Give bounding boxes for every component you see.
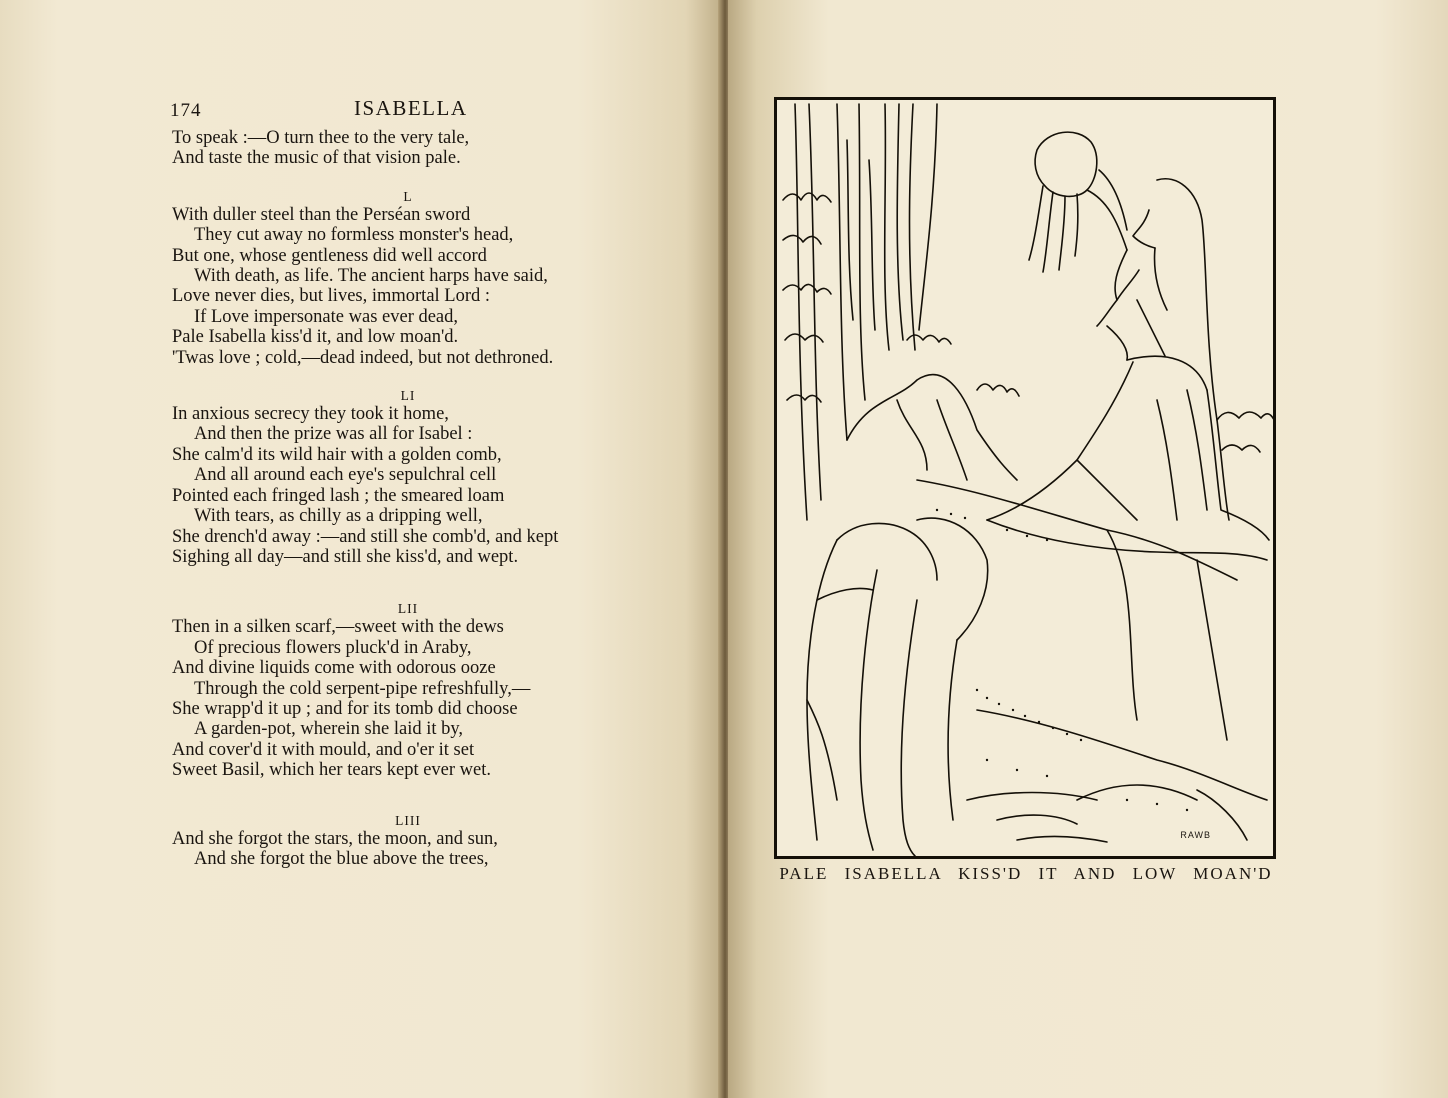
poem-line: Of precious flowers pluck'd in Araby,: [194, 637, 472, 658]
isabella-illustration: [777, 100, 1273, 856]
poem-line: And divine liquids come with odorous ooze: [172, 658, 496, 679]
poem-line: And she forgot the blue above the trees,: [194, 848, 489, 869]
isabella-figure: [987, 179, 1269, 560]
poem-line: With duller steel than the Perséan sword: [172, 204, 471, 225]
tree-trunks: [795, 104, 937, 520]
poem-line: She wrapp'd it up ; and for its tomb did choose: [172, 698, 518, 719]
stippling: [936, 509, 1188, 811]
foliage: [783, 193, 1273, 452]
rocks: [847, 375, 1267, 800]
poem-line: Love never dies, but lives, immortal Lord :: [172, 286, 491, 307]
hooded-figure: [807, 518, 988, 856]
running-head: [170, 96, 640, 124]
poem-line: She drench'd away :—and still she comb'd, and kept: [172, 526, 559, 547]
poem-line: Then in a silken scarf,—sweet with the dews: [172, 617, 504, 638]
poem-line: And cover'd it with mould, and o'er it set: [172, 739, 475, 760]
poem-line: They cut away no formless monster's head,: [194, 225, 514, 246]
artist-signature: RAWB: [1180, 830, 1211, 840]
poem-line: But one, whose gentleness did well accord: [172, 245, 487, 266]
stanza-number: LII: [397, 601, 419, 617]
poem-line: And then the prize was all for Isabel :: [194, 424, 473, 445]
right-page: [728, 0, 1448, 1098]
poem-line: With death, as life. The ancient harps have said,: [194, 266, 548, 287]
poem-text: [172, 128, 672, 869]
illustration-plate: [774, 97, 1276, 859]
poem-line: Through the cold serpent-pipe refreshfully,—: [194, 678, 531, 699]
stanza-number: L: [403, 188, 413, 204]
stanza-number: LIII: [395, 812, 421, 828]
poem-line: And taste the music of that vision pale.: [172, 148, 461, 169]
poem-line: She calm'd its wild hair with a golden comb,: [172, 444, 502, 465]
illustration-caption: PALE ISABELLA KISS'D IT AND LOW MOAN'D: [779, 864, 1273, 883]
held-head: [1029, 132, 1127, 272]
poem-line: With tears, as chilly as a dripping well,: [194, 506, 483, 527]
poem-line: And all around each eye's sepulchral cell: [194, 465, 497, 486]
poem-line: To speak :—O turn thee to the very tale,: [172, 128, 470, 148]
running-title: ISABELLA: [354, 96, 468, 120]
poem-line: Pointed each fringed lash ; the smeared loam: [172, 485, 505, 506]
poem-line: In anxious secrecy they took it home,: [172, 404, 449, 425]
poem-line: And she forgot the stars, the moon, and sun,: [172, 828, 498, 849]
poem-line: 'Twas love ; cold,—dead indeed, but not dethroned.: [172, 347, 554, 368]
stanza-number: LI: [400, 388, 416, 404]
poem-line: Sighing all day—and still she kiss'd, and wept.: [172, 546, 519, 567]
left-page: [0, 0, 722, 1098]
poem-line: Sweet Basil, which her tears kept ever wet.: [172, 760, 492, 781]
poem-line: If Love impersonate was ever dead,: [194, 306, 459, 327]
page-number: 174: [170, 100, 202, 121]
poem-line: Pale Isabella kiss'd it, and low moan'd.: [172, 327, 459, 348]
poem-line: A garden-pot, wherein she laid it by,: [194, 719, 464, 740]
